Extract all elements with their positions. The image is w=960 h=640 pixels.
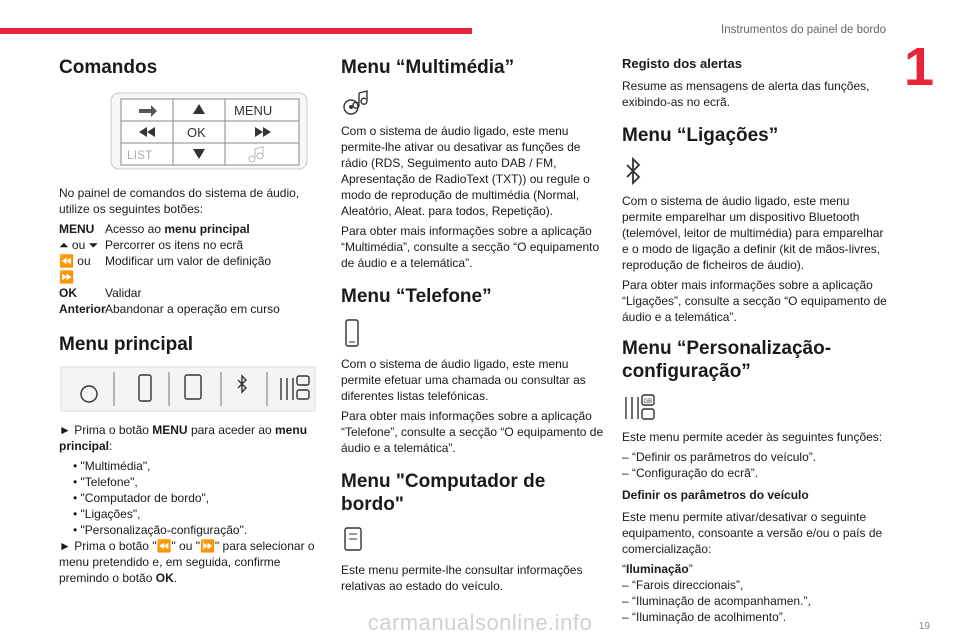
column-2 — [341, 56, 605, 598]
svg-text:LIST: LIST — [127, 148, 153, 162]
heading-comandos: Comandos — [59, 57, 158, 78]
command-row: OK Validar — [59, 286, 142, 300]
list-item: • "Personalização-configuração". — [73, 523, 248, 537]
command-row: Anterior Abandonar a operação em curso — [59, 302, 280, 316]
command-row: ⏪ ou ⏩ Modificar um valor de definição — [59, 254, 272, 284]
ligacoes-text-2: Para obter mais informações sobre a aplicação “Ligações”, consulte a secção “O equipamento de áudio e a telemática”. — [622, 278, 887, 324]
page-number: 19 — [918, 621, 930, 632]
heading-menu-principal: Menu principal — [59, 334, 194, 355]
svg-text:MENU: MENU — [234, 103, 273, 118]
chapter-number: 1 — [903, 37, 934, 97]
bluetooth-icon — [622, 157, 644, 185]
command-row: ⏶ ou ⏷ Percorrer os itens no ecrã — [59, 238, 244, 252]
step-1: ► Prima o botão MENU para aceder ao menu principal: — [59, 423, 308, 453]
computador-bordo-text: Este menu permite-lhe consultar informações relativas ao estado do veículo. — [341, 563, 583, 593]
personalizacao-text: Este menu permite aceder às seguintes funções: — [622, 430, 883, 444]
heading-telefone: Menu “Telefone” — [341, 286, 492, 307]
list-item: – “Configuração do ecrã”. — [622, 466, 759, 480]
ligacoes-text: Com o sistema de áudio ligado, este menu permite emparelhar um dispositivo Bluetooth (telemóvel, leitor de multimédia) para emparelhar e o modo de ligação a definir (kit de mãos-livres, reprodução de ficheiros de áudio). — [622, 194, 884, 272]
command-row: MENU Acesso ao menu principal — [59, 222, 250, 236]
list-item: • "Multimédia", — [73, 459, 151, 473]
svg-text:GB: GB — [643, 399, 653, 405]
column-1 — [59, 56, 317, 590]
section-title: Instrumentos do painel de bordo — [721, 24, 886, 36]
iluminacao-label: “Iluminação” — [622, 562, 693, 576]
trip-computer-icon — [341, 526, 367, 554]
list-item: • "Ligações", — [73, 507, 141, 521]
heading-definir-parametros: Definir os parâmetros do veículo — [622, 488, 809, 502]
watermark: carmanualsonline.info — [367, 610, 593, 635]
main-menu-icons-image — [59, 366, 317, 412]
intro-text: No painel de comandos do sistema de áudio, utilize os seguintes botões: — [59, 186, 300, 216]
svg-text:OK: OK — [187, 125, 206, 140]
menu-list — [59, 458, 317, 538]
control-panel-keypad-image — [59, 89, 317, 175]
alertas-text: Resume as mensagens de alerta das funções, exibindo-as no ecrã. — [622, 79, 870, 109]
multimedia-icon — [341, 89, 371, 115]
list-item: • "Computador de bordo", — [73, 491, 210, 505]
heading-multimedia: Menu “Multimédia” — [341, 57, 515, 78]
multimedia-text-2: Para obter mais informações sobre a aplicação “Multimédia”, consulte a secção “O equipamento de áudio e a telemática”. — [341, 224, 600, 270]
list-item: – “Definir os parâmetros do veículo”. — [622, 450, 817, 464]
multimedia-text: Com o sistema de áudio ligado, este menu permite-lhe ativar ou desativar as funções de rádio (RDS, Seguimento auto DAB / FM, Apresentação de RadioText (TXT)) ou regule o modo de reprodução de multimédia (Normal, Aleatório, Aleat. para todos, Repetição). — [341, 124, 590, 218]
telefone-text: Com o sistema de áudio ligado, este menu permite efetuar uma chamada ou consultar as diferentes listas telefónicas. — [341, 357, 586, 403]
heading-computador-bordo: Menu "Computador de bordo" — [341, 471, 546, 515]
heading-ligacoes: Menu “Ligações” — [622, 125, 779, 146]
heading-registo-alertas: Registo dos alertas — [622, 56, 742, 71]
settings-icon — [622, 393, 656, 421]
column-3 — [622, 56, 890, 625]
phone-icon — [341, 318, 363, 348]
list-item: – “Iluminação de acolhimento”. — [622, 610, 787, 624]
heading-personalizacao: Menu “Personalização-configuração” — [622, 338, 832, 382]
list-item: – “Iluminação de acompanhamen.”, — [622, 594, 811, 608]
list-item: – “Farois direccionais”, — [622, 578, 744, 592]
list-item: • "Telefone", — [73, 475, 138, 489]
header-red-bar — [0, 28, 472, 34]
step-2: ► Prima o botão "⏪" ou "⏩" para selecionar o menu pretendido e, em seguida, confirme premindo o botão OK. — [59, 539, 315, 585]
definir-text: Este menu permite ativar/desativar o seguinte equipamento, consoante a versão e/ou o país de comercialização: — [622, 510, 883, 556]
telefone-text-2: Para obter mais informações sobre a aplicação “Telefone”, consulte a secção “O equipamento de áudio e a telemática”. — [341, 409, 604, 455]
